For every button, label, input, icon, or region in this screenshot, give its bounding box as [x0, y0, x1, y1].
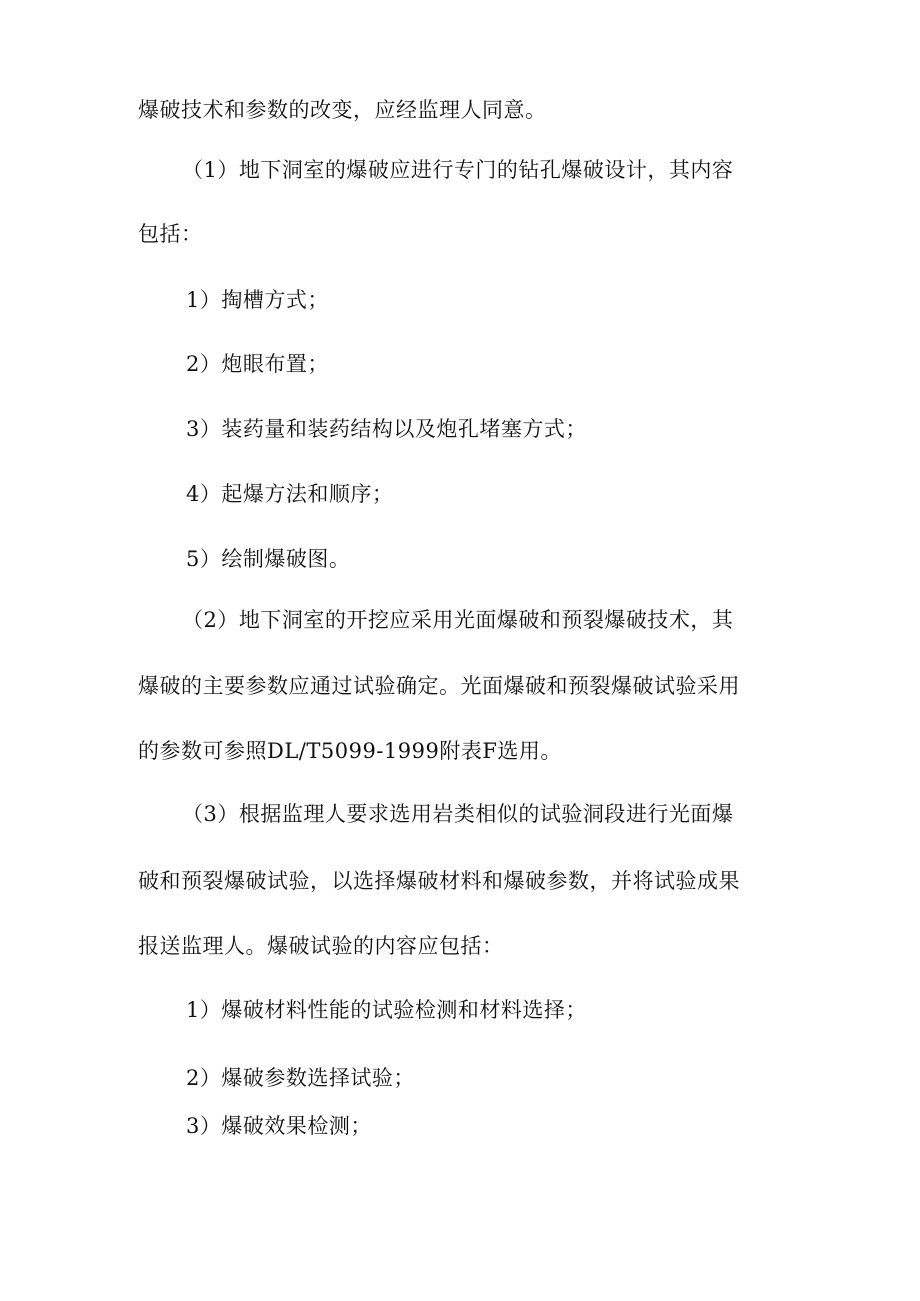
paragraph-line: （2）地下洞室的开挖应采用光面爆破和预裂爆破技术，其 — [182, 608, 734, 632]
paragraph-line: （1）地下洞室的爆破应进行专门的钻孔爆破设计，其内容 — [182, 158, 734, 182]
paragraph-line: （3）根据监理人要求选用岩类相似的试验洞段进行光面爆 — [182, 802, 734, 826]
list-item: 2）爆破参数选择试验； — [186, 1066, 415, 1090]
paragraph-line: 报送监理人。爆破试验的内容应包括： — [138, 934, 504, 958]
list-item: 4）起爆方法和顺序； — [186, 482, 394, 506]
list-item: 1）爆破材料性能的试验检测和材料选择； — [186, 998, 587, 1022]
paragraph-line: 爆破技术和参数的改变，应经监理人同意。 — [138, 98, 547, 122]
paragraph-line: 破和预裂爆破试验，以选择爆破材料和爆破参数，并将试验成果 — [138, 869, 740, 893]
list-item: 2）炮眼布置； — [186, 352, 329, 376]
paragraph-line: 包括： — [138, 222, 203, 246]
paragraph-line: 的参数可参照DL/T5099-1999附表F选用。 — [138, 739, 562, 763]
list-item: 1）掏槽方式； — [186, 288, 329, 312]
list-item: 3）爆破效果检测； — [186, 1114, 372, 1138]
list-item: 3）装药量和装药结构以及炮孔堵塞方式； — [186, 417, 587, 441]
list-item: 5）绘制爆破图。 — [186, 547, 351, 571]
paragraph-line: 爆破的主要参数应通过试验确定。光面爆破和预裂爆破试验采用 — [138, 674, 740, 698]
